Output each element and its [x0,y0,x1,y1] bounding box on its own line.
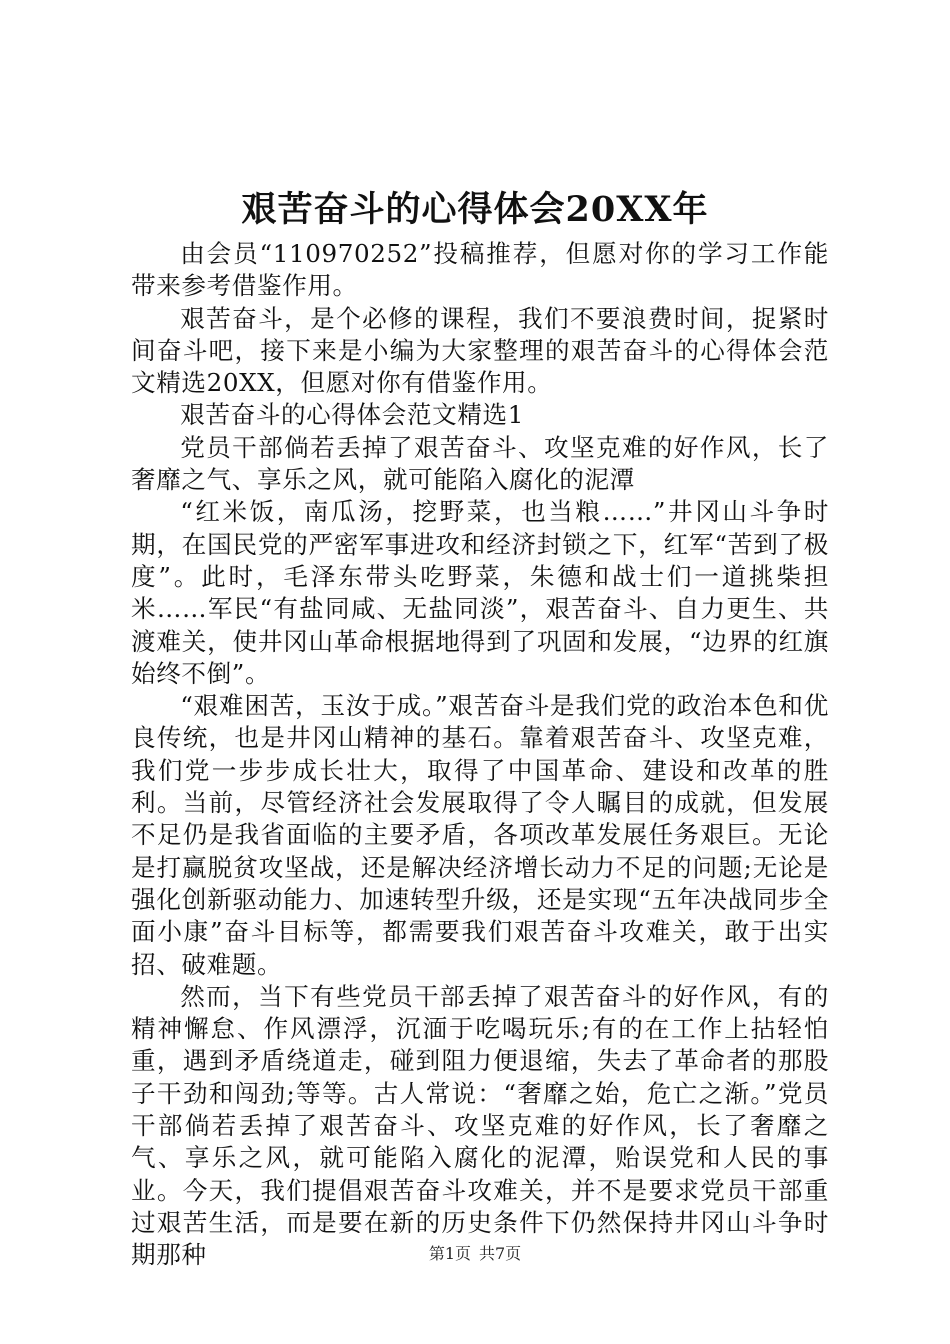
document-title: 艰苦奋斗的心得体会20XX年 [241,189,709,230]
paragraph-intro: 由会员“110970252”投稿推荐，但愿对你的学习工作能带来参考借鉴作用。 [131,239,829,301]
paragraph-lead: 党员干部倘若丢掉了艰苦奋斗、攻坚克难的好作风，长了奢靡之气、享乐之风，就可能陷入腐化的泥潭 [131,432,829,495]
paragraph-current: 然而，当下有些党员干部丢掉了艰苦奋斗的好作风，有的精神懈怠、作风漂浮，沉湎于吃喝玩乐;有的在工作上拈轻怕重，遇到矛盾绕道走，碰到阻力便退缩，失去了革命者的那股子干劲和闯劲;等等。古人常说：“奢靡之始，危亡之渐。”党员干部倘若丢掉了艰苦奋斗、攻坚克难的好作风，长了奢靡之气、享乐之风，就可能陷入腐化的泥潭，贻误党和人民的事业。今天，我们提倡艰苦奋斗攻难关，并不是要求党员干部重过艰苦生活，而是要在新的历史条件下仍然保持井冈山斗争时期那种 [131,981,829,1270]
page-number: 第1页 [428,1244,471,1263]
document-body [131,238,829,1272]
section-heading: 艰苦奋斗的心得体会范文精选1 [180,400,524,430]
paragraph-tradition: “艰难困苦，玉汝于成。”艰苦奋斗是我们党的政治本色和优良传统，也是井冈山精神的基石。靠着艰苦奋斗、攻坚克难，我们党一步步成长壮大，取得了中国革命、建设和改革的胜利。当前，尽管经济社会发展取得了令人瞩目的成就，但发展不足仍是我省面临的主要矛盾，各项改革发展任务艰巨。无论是打赢脱贫攻坚战，还是解决经济增长动力不足的问题;无论是强化创新驱动能力、加速转型升级，还是实现“五年决战同步全面小康”奋斗目标等，都需要我们艰苦奋斗攻难关，敢于出实招、破难题。 [131,691,829,979]
paragraph-history: “红米饭，南瓜汤，挖野菜，也当粮……”井冈山斗争时期，在国民党的严密军事进攻和经济封锁之下，红军“苦到了极度”。此时，毛泽东带头吃野菜，朱德和战士们一道挑柴担米……军民“有盐同咸、无盐同淡”，艰苦奋斗、自力更生、共渡难关，使井冈山革命根据地得到了巩固和发展，“边界的红旗始终不倒”。 [131,497,829,688]
page-footer [0,1244,950,1264]
page-total: 共7页 [479,1244,522,1263]
paragraph-summary: 艰苦奋斗，是个必修的课程，我们不要浪费时间，捉紧时间奋斗吧，接下来是小编为大家整理的艰苦奋斗的心得体会范文精选20XX，但愿对你有借鉴作用。 [131,303,829,398]
